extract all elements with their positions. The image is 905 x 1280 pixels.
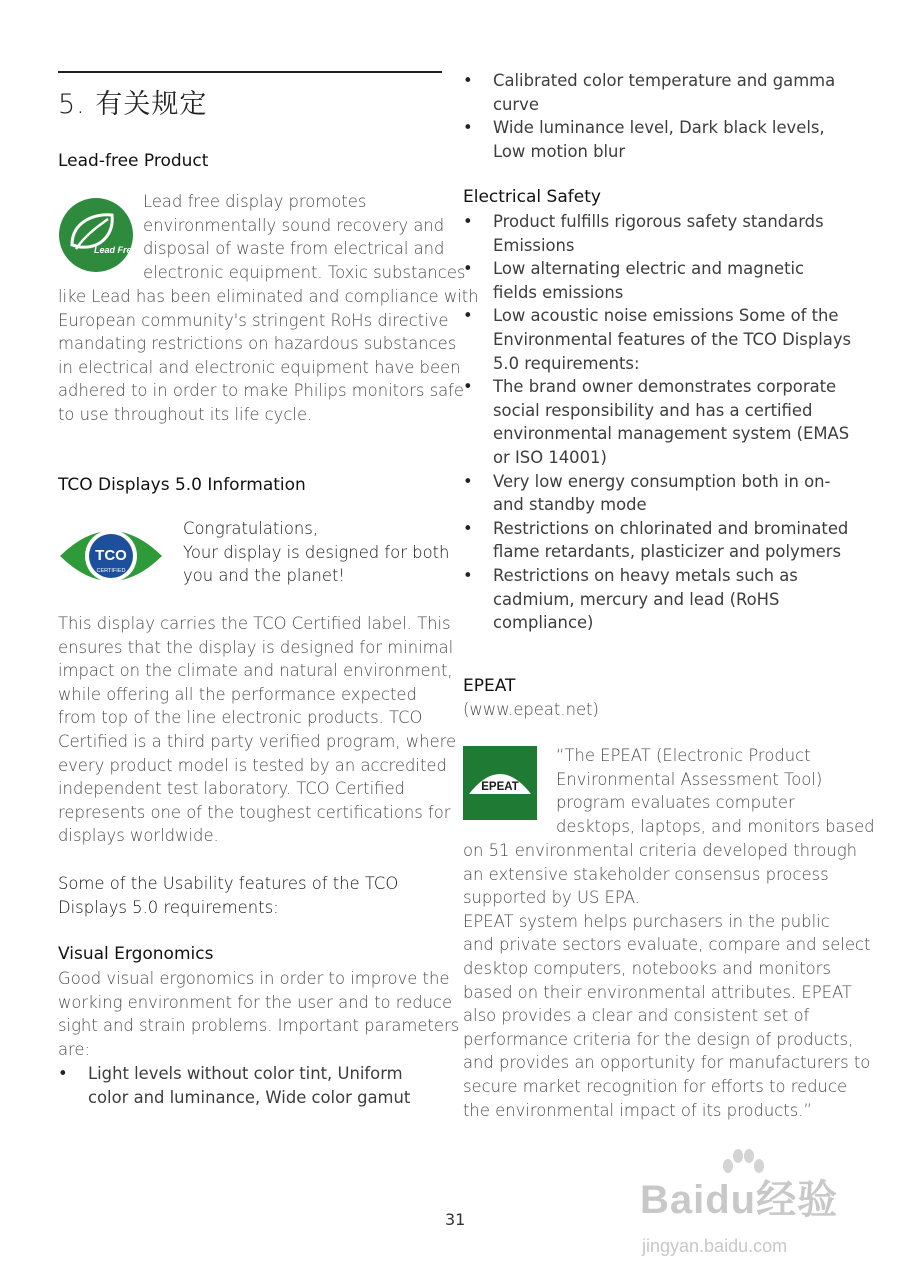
list-item: • Wide luminance level, Dark black levels, Low motion blur	[463, 116, 843, 163]
text-line: environmentally sound recovery and	[143, 215, 445, 235]
tco-heading: TCO Displays 5.0 Information	[58, 475, 306, 495]
usability-heading	[58, 872, 398, 919]
text-line: working environment for the user and to reduce	[58, 992, 453, 1012]
svg-text:Lead Free!: Lead Free!	[94, 245, 140, 255]
text-line: also provides a clear and consistent set of	[463, 1006, 810, 1026]
list-item: • Very low energy consumption both in on- and standby mode	[463, 470, 853, 517]
text-line: Displays 5.0 requirements:	[58, 897, 279, 917]
visual-ergonomics-heading: Visual Ergonomics	[58, 944, 214, 964]
svg-text:EPEAT: EPEAT	[481, 781, 519, 793]
text-line: the environmental impact of its products.”	[463, 1100, 812, 1120]
text-line: mandating restrictions on hazardous substances	[58, 334, 457, 354]
title-rule	[58, 71, 442, 73]
text-line: adhered to in order to make Philips monitors safe	[58, 381, 465, 401]
text-line: you and the planet!	[183, 566, 345, 586]
text-line: impact on the climate and natural environment,	[58, 661, 453, 681]
text-line: sight and strain problems. Important parameters	[58, 1016, 460, 1036]
visual-bullet-list-continued	[463, 69, 843, 163]
text-line: represents one of the toughest certifications for	[58, 802, 451, 822]
list-item: • The brand owner demonstrates corporate social responsibility and has a certified environmental management system (EMAS or ISO 14001)	[463, 375, 853, 469]
text-line: every product model is tested by an accredited	[58, 755, 447, 775]
lead-free-heading: Lead-free Product	[58, 151, 209, 171]
text-line: are:	[58, 1039, 91, 1059]
epeat-url: (www.epeat.net)	[463, 700, 599, 719]
electrical-bullet-list	[463, 210, 853, 635]
page-number: 31	[445, 1210, 466, 1229]
lead-free-icon	[58, 197, 140, 277]
text-line: ensures that the display is designed for minimal	[58, 637, 454, 657]
text-line: supported by US EPA.	[463, 888, 640, 908]
visual-ergonomics-text	[58, 967, 459, 1061]
text-line: Some of the Usability features of the TCO	[58, 874, 399, 893]
text-line: European community's stringent RoHs directive	[58, 310, 449, 330]
text-line: EPEAT system helps purchasers in the public	[463, 911, 830, 931]
text-line: Your display is designed for both	[183, 542, 450, 562]
list-item: • Low alternating electric and magnetic fields emissions	[463, 257, 853, 304]
text-line: on 51 environmental criteria developed through	[463, 841, 858, 860]
text-line: Congratulations,	[183, 519, 319, 538]
tco-congrats	[183, 517, 449, 588]
lead-free-text-wrapped	[143, 190, 465, 284]
text-line: Environmental Assessment Tool)	[556, 769, 823, 789]
text-line: to use throughout its life cycle.	[58, 404, 313, 424]
list-item: • Light levels without color tint, Uniform color and luminance, Wide color gamut	[58, 1062, 438, 1109]
svg-text:CERTIFIED: CERTIFIED	[96, 568, 126, 574]
text-line: Good visual ergonomics in order to improve the	[58, 969, 450, 988]
list-item: • Product fulfills rigorous safety standards Emissions	[463, 210, 853, 257]
epeat-quote-wrapped	[556, 744, 875, 838]
text-line: performance criteria for the design of products,	[463, 1029, 854, 1049]
text-line: disposal of waste from electrical and	[143, 239, 445, 259]
text-line: based on their environmental attributes. EPEAT	[463, 982, 852, 1002]
text-line: in electrical and electronic equipment have been	[58, 357, 461, 377]
epeat-logo	[463, 746, 537, 824]
watermark-url: jingyan.baidu.com	[642, 1236, 788, 1256]
text-line: program evaluates computer	[556, 793, 795, 813]
list-item: • Restrictions on heavy metals such as cadmium, mercury and lead (RoHS compliance)	[463, 564, 853, 635]
text-line: secure market recognition for efforts to reduce	[463, 1076, 848, 1096]
text-line: and private sectors evaluate, compare and select	[463, 935, 871, 955]
text-line: desktops, laptops, and monitors based	[556, 816, 875, 836]
text-line: and provides an opportunity for manufacturers to	[463, 1053, 871, 1073]
text-line: displays worldwide.	[58, 826, 219, 846]
text-line: desktop computers, notebooks and monitors	[463, 958, 831, 978]
watermark-brand: Baidu经验	[640, 1178, 839, 1222]
text-line: while offering all the performance expected	[58, 684, 417, 704]
text-line: Certified is a third party verified program, where	[58, 731, 457, 751]
text-line: like Lead has been eliminated and compliance with	[58, 287, 479, 306]
list-item: • Low acoustic noise emissions Some of the Environmental features of the TCO Displays 5.0 requirements:	[463, 304, 853, 375]
page-title: 5. 有关规定	[58, 89, 208, 120]
lead-free-text-rest	[58, 285, 479, 427]
text-line: “The EPEAT (Electronic Product	[556, 746, 811, 765]
epeat-heading: EPEAT	[463, 676, 516, 696]
electrical-safety-heading: Electrical Safety	[463, 187, 601, 207]
baidu-watermark	[640, 1148, 870, 1268]
tco-body	[58, 612, 456, 848]
svg-text:TCO: TCO	[95, 547, 127, 564]
text-line: Lead free display promotes	[143, 192, 367, 211]
list-item: • Restrictions on chlorinated and brominated flame retardants, plasticizer and polymers	[463, 517, 853, 564]
text-line: This display carries the TCO Certified label. This	[58, 614, 451, 633]
visual-bullet-list	[58, 1062, 438, 1109]
text-line: electronic equipment. Toxic substances	[143, 262, 466, 282]
text-line: an extensive stakeholder consensus process	[463, 864, 829, 884]
text-line: independent test laboratory. TCO Certified	[58, 779, 405, 799]
tco-certified-logo	[58, 520, 164, 596]
epeat-quote-rest	[463, 839, 870, 1122]
text-line: from top of the line electronic products. TCO	[58, 708, 423, 728]
list-item: • Calibrated color temperature and gamma curve	[463, 69, 843, 116]
